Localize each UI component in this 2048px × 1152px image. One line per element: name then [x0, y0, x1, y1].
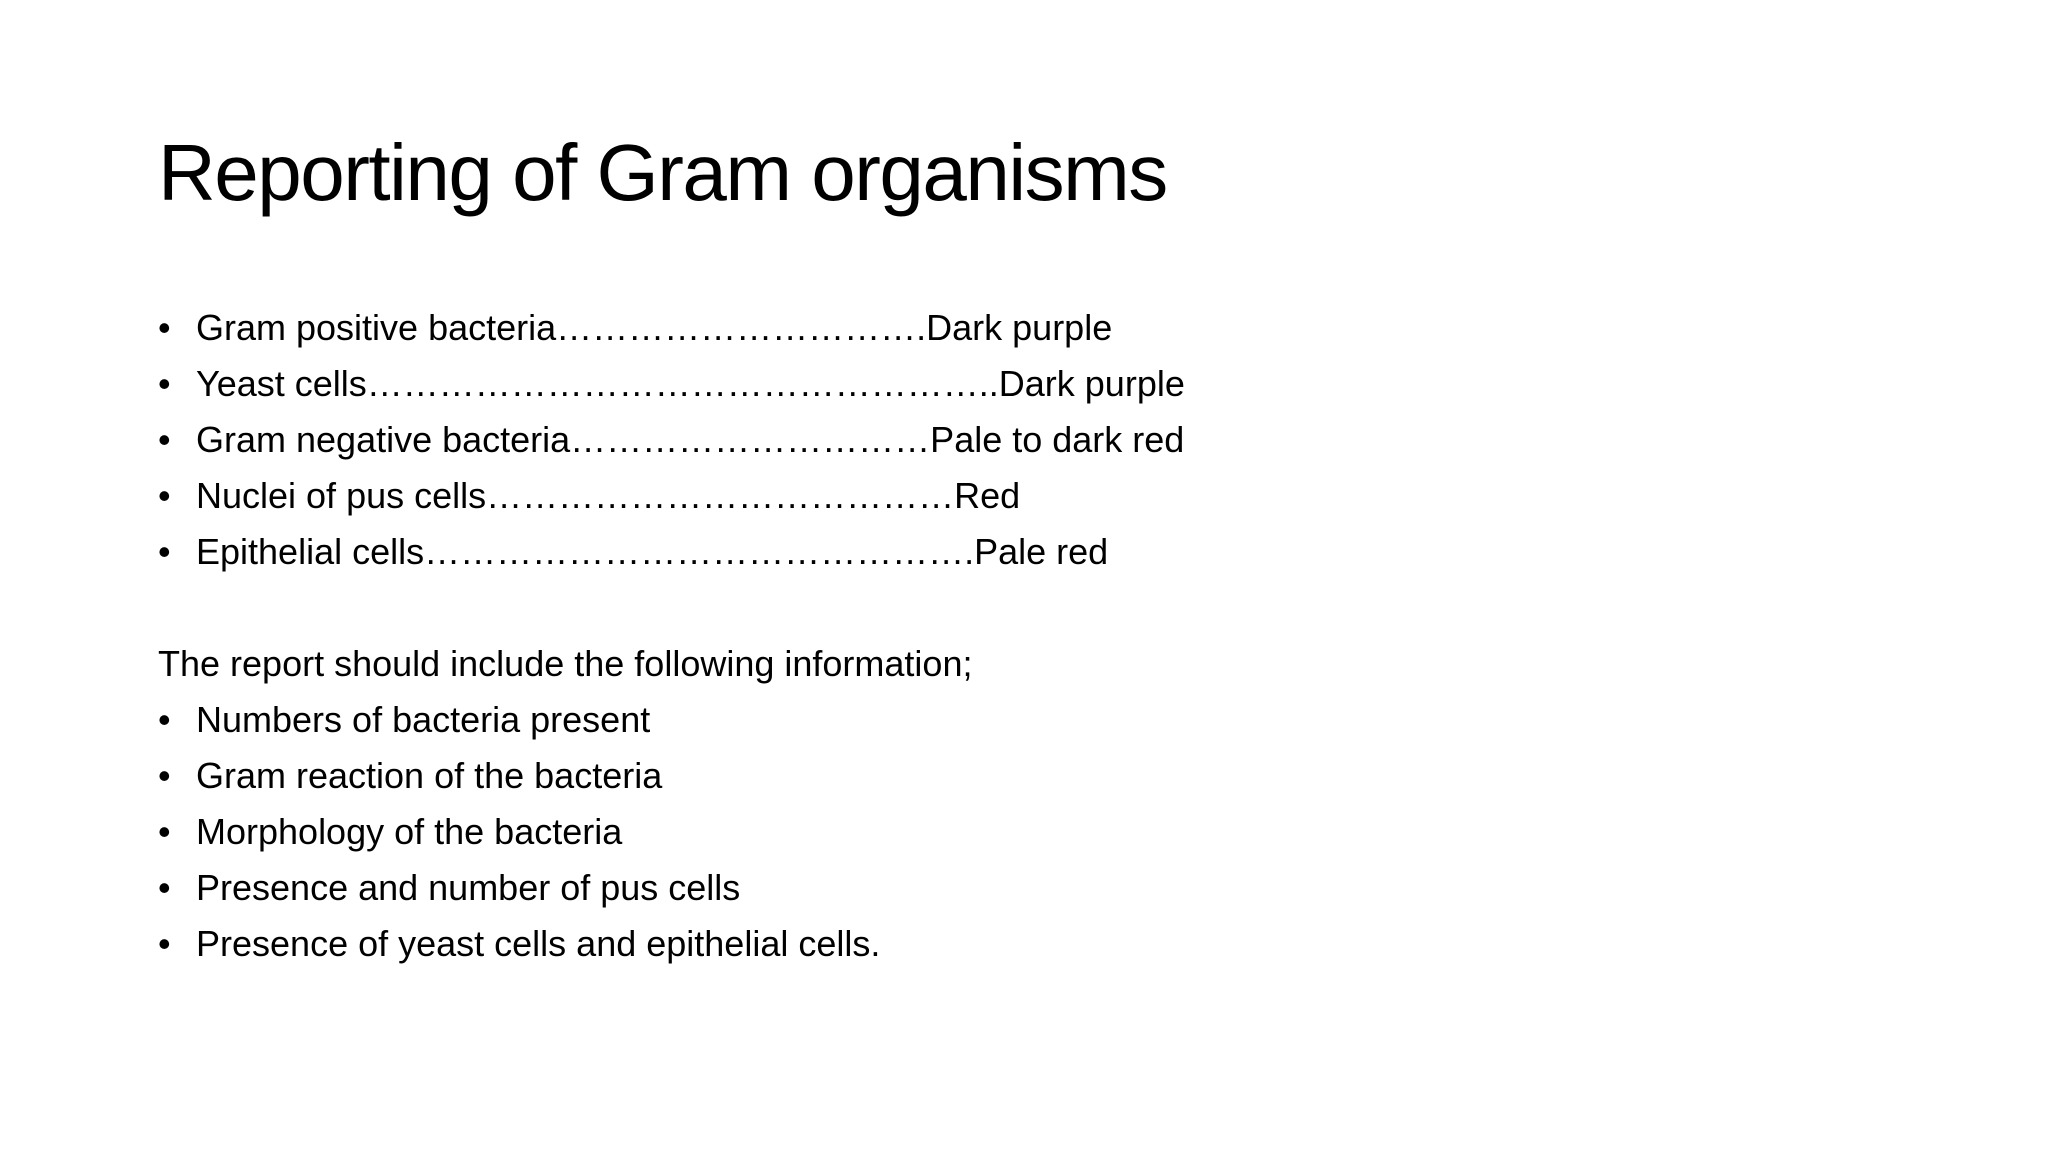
bullet-icon: • — [158, 531, 171, 572]
list-item-text: Gram negative bacteria…………………………Pale to dark red — [196, 419, 1185, 460]
list-item — [158, 748, 1858, 804]
bullet-icon: • — [158, 811, 171, 852]
list-item-text: Presence of yeast cells and epithelial cells. — [196, 923, 881, 964]
slide-body — [158, 300, 1858, 972]
list-item-text: Gram positive bacteria………………………….Dark purple — [196, 307, 1113, 348]
list-item — [158, 300, 1858, 356]
list-item-text: Presence and number of pus cells — [196, 867, 741, 908]
list-item-text: Morphology of the bacteria — [196, 811, 623, 852]
bullet-icon: • — [158, 867, 171, 908]
list-item — [158, 412, 1858, 468]
list-item-text: Yeast cells……………………………………………..Dark purple — [196, 363, 1185, 404]
list-item-text: Epithelial cells……………………………………….Pale red — [196, 531, 1109, 572]
list-item-text: Numbers of bacteria present — [196, 699, 651, 740]
list-item — [158, 524, 1858, 580]
staining-results-list — [158, 300, 1858, 580]
list-item — [158, 916, 1858, 972]
list-item — [158, 356, 1858, 412]
list-item-text: Nuclei of pus cells…………………………………Red — [196, 475, 1021, 516]
list-item — [158, 692, 1858, 748]
bullet-icon: • — [158, 363, 171, 404]
bullet-icon: • — [158, 419, 171, 460]
report-intro: The report should include the following information; — [158, 643, 973, 684]
list-item — [158, 468, 1858, 524]
bullet-icon: • — [158, 699, 171, 740]
bullet-icon: • — [158, 755, 171, 796]
list-item — [158, 860, 1858, 916]
bullet-icon: • — [158, 475, 171, 516]
slide-title: Reporting of Gram organisms — [158, 128, 1167, 217]
list-item — [158, 804, 1858, 860]
bullet-icon: • — [158, 923, 171, 964]
list-item-text: Gram reaction of the bacteria — [196, 755, 663, 796]
bullet-icon: • — [158, 307, 171, 348]
report-items-list — [158, 692, 1858, 972]
